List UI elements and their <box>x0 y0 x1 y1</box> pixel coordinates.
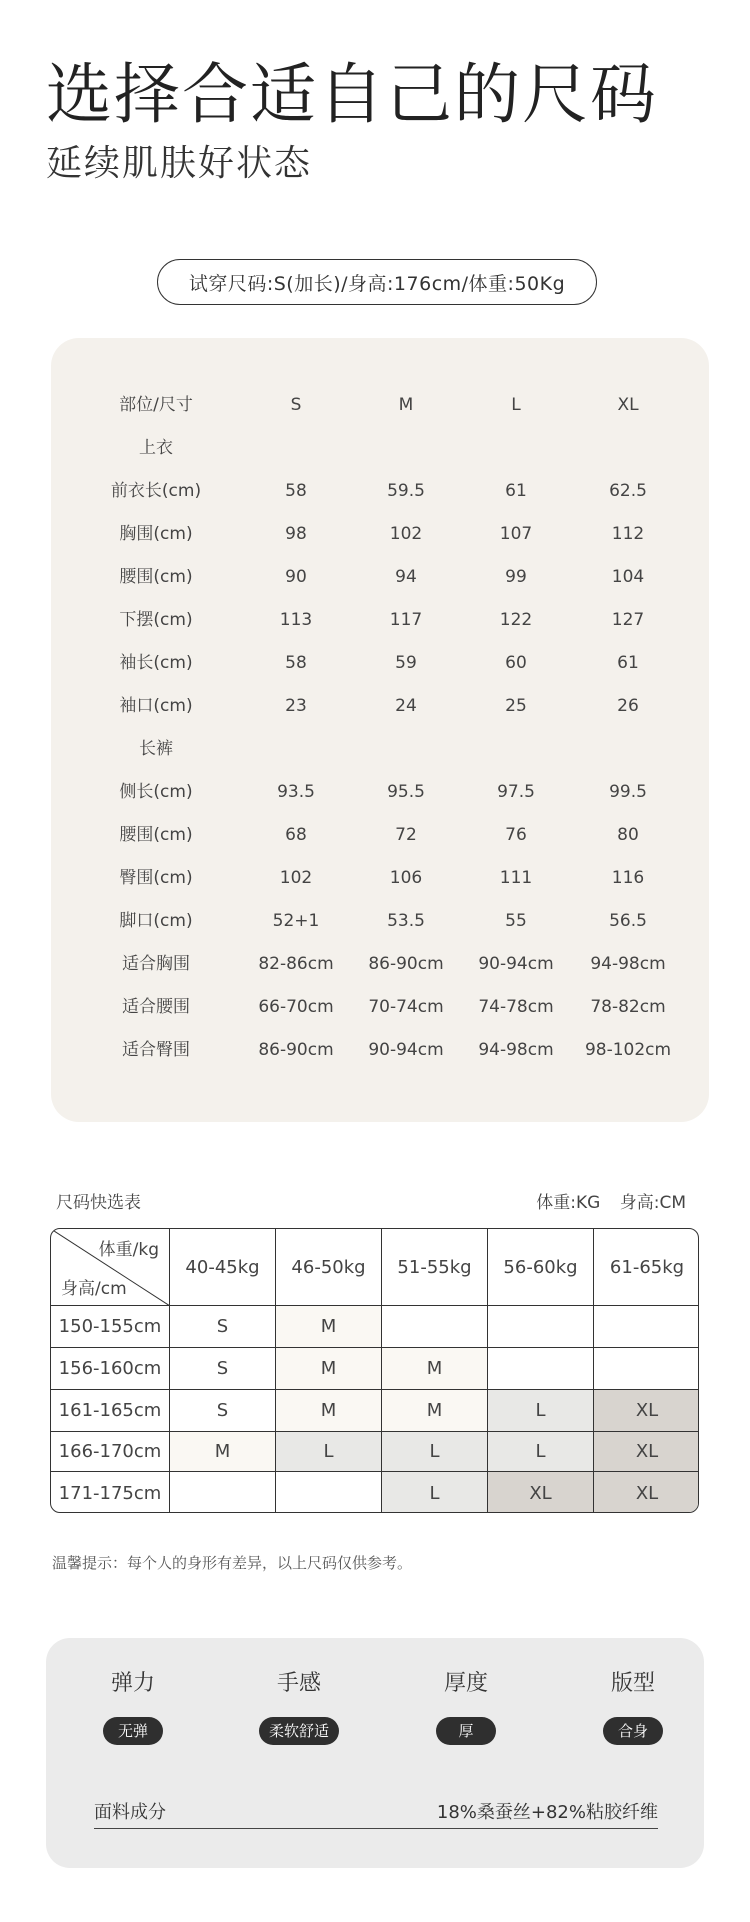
size-chart-value: M <box>398 395 414 415</box>
model-info-pill: 试穿尺码:S(加长)/身高:176cm/体重:50Kg <box>157 259 597 305</box>
page-subtitle: 延续肌肤好状态 <box>46 143 313 184</box>
size-cell: L <box>382 1472 488 1513</box>
size-chart-row <box>51 427 709 470</box>
height-label: 166-170cm <box>51 1432 170 1472</box>
fit-tip: 温馨提示：每个人的身形有差异，以上尺码仅供参考。 <box>52 1554 413 1572</box>
size-chart-value: 90-94cm <box>368 1040 444 1060</box>
attribute-label: 弹力 <box>110 1671 155 1696</box>
size-chart-value: 53.5 <box>387 911 425 931</box>
size-chart-row <box>51 814 709 857</box>
size-cell <box>170 1472 276 1513</box>
size-chart-value: 97.5 <box>497 782 535 802</box>
size-cell <box>382 1306 488 1348</box>
size-chart-header <box>51 384 709 427</box>
size-chart-value: 66-70cm <box>258 997 334 1017</box>
size-chart-row <box>51 642 709 685</box>
size-chart-label: 腰围(cm) <box>119 567 193 587</box>
size-chart-label: 胸围(cm) <box>119 524 193 544</box>
height-label: 171-175cm <box>51 1472 170 1513</box>
size-chart-value: 59 <box>395 653 417 673</box>
size-chart-value: 127 <box>611 610 645 630</box>
size-chart-label: 适合臀围 <box>122 1040 190 1060</box>
fabric-card <box>46 1638 704 1868</box>
size-chart-value: 61 <box>505 481 527 501</box>
size-chart-row <box>51 513 709 556</box>
unit-height: 身高:CM <box>619 1193 686 1213</box>
attribute-value-badge: 合身 <box>603 1717 663 1745</box>
size-chart-value: 94-98cm <box>478 1040 554 1060</box>
size-chart-label: 适合胸围 <box>122 954 190 974</box>
size-chart-label: 适合腰围 <box>122 997 190 1017</box>
size-chart-value: 99.5 <box>609 782 647 802</box>
size-chart-row <box>51 728 709 771</box>
size-chart-value: 72 <box>395 825 417 845</box>
size-cell: XL <box>488 1472 594 1513</box>
size-chart-value <box>241 728 351 771</box>
size-cell: XL <box>594 1390 699 1432</box>
attribute-value-badge: 厚 <box>436 1717 496 1745</box>
size-cell <box>594 1348 699 1390</box>
size-chart-value <box>351 427 461 470</box>
size-chart-row <box>51 857 709 900</box>
size-chart-label: 袖口(cm) <box>119 696 193 716</box>
size-chart-row <box>51 556 709 599</box>
size-chart-value <box>573 728 683 771</box>
attribute-label: 手感 <box>276 1671 321 1696</box>
size-chart-value: L <box>511 395 521 415</box>
size-chart-value: 76 <box>505 825 527 845</box>
size-chart-value: 61 <box>617 653 639 673</box>
size-chart-value: XL <box>617 395 639 415</box>
size-cell: L <box>276 1432 382 1472</box>
size-chart-value: 107 <box>499 524 533 544</box>
size-chart-value: 112 <box>611 524 645 544</box>
size-chart-value: 62.5 <box>609 481 647 501</box>
size-chart-row <box>51 470 709 513</box>
fabric-attribute <box>396 1666 536 1745</box>
size-cell: XL <box>594 1432 699 1472</box>
height-label: 161-165cm <box>51 1390 170 1432</box>
size-chart-row <box>51 599 709 642</box>
size-chart-value: 117 <box>389 610 423 630</box>
size-cell: M <box>170 1432 276 1472</box>
size-chart-value: 70-74cm <box>368 997 444 1017</box>
size-chart-value: 60 <box>505 653 527 673</box>
size-chart-value <box>461 728 571 771</box>
size-cell <box>488 1306 594 1348</box>
size-chart-value: 122 <box>499 610 533 630</box>
unit-weight: 体重:KG <box>536 1193 601 1213</box>
size-cell: S <box>170 1390 276 1432</box>
quick-table-corner <box>51 1229 170 1306</box>
size-cell: M <box>276 1306 382 1348</box>
size-chart-row <box>51 685 709 728</box>
height-label: 156-160cm <box>51 1348 170 1390</box>
page-title: 选择合适自己的尺码 <box>46 56 658 133</box>
size-chart-value: 90 <box>285 567 307 587</box>
size-cell: L <box>382 1432 488 1472</box>
size-chart-value: 25 <box>505 696 527 716</box>
size-chart-value: 113 <box>279 610 313 630</box>
quick-table-units <box>522 1188 686 1213</box>
size-chart-card <box>51 338 709 1122</box>
size-chart-label: 侧长(cm) <box>119 782 193 802</box>
attribute-value-badge: 柔软舒适 <box>259 1717 339 1745</box>
size-chart-value: 93.5 <box>277 782 315 802</box>
size-chart-value: 68 <box>285 825 307 845</box>
size-chart-value: 98-102cm <box>584 1040 672 1060</box>
size-cell: L <box>488 1390 594 1432</box>
size-chart-label: 臀围(cm) <box>119 868 193 888</box>
corner-height-label: 身高/cm <box>61 1279 127 1299</box>
size-chart-value: 80 <box>617 825 639 845</box>
size-cell: M <box>276 1390 382 1432</box>
size-chart-value: 95.5 <box>387 782 425 802</box>
fabric-attribute <box>563 1666 703 1745</box>
size-chart-value: 98 <box>285 524 307 544</box>
height-label: 150-155cm <box>51 1306 170 1348</box>
size-chart-row <box>51 1029 709 1072</box>
weight-header: 51-55kg <box>382 1229 488 1306</box>
weight-header: 40-45kg <box>170 1229 276 1306</box>
size-chart-value: 58 <box>285 481 307 501</box>
size-cell: S <box>170 1348 276 1390</box>
size-chart-value: S <box>290 395 302 415</box>
attribute-value-badge: 无弹 <box>103 1717 163 1745</box>
size-chart-value: 106 <box>389 868 423 888</box>
size-chart-label: 长裤 <box>139 739 173 759</box>
composition-label: 面料成分 <box>94 1802 166 1823</box>
size-chart-value: 52+1 <box>272 911 320 931</box>
size-chart-value <box>461 427 571 470</box>
size-chart-label: 脚口(cm) <box>119 911 193 931</box>
size-chart-value: 26 <box>617 696 639 716</box>
size-chart-value: 111 <box>499 868 533 888</box>
size-chart-value: 82-86cm <box>258 954 334 974</box>
size-chart-value: 24 <box>395 696 417 716</box>
size-chart-value: 86-90cm <box>368 954 444 974</box>
size-cell: M <box>382 1348 488 1390</box>
size-cell <box>276 1472 382 1513</box>
size-chart-value: 99 <box>505 567 527 587</box>
size-chart-value: 56.5 <box>609 911 647 931</box>
size-cell: S <box>170 1306 276 1348</box>
fabric-attribute <box>229 1666 369 1745</box>
size-chart-label: 前衣长(cm) <box>110 481 202 501</box>
size-chart-row <box>51 943 709 986</box>
size-chart-value: 58 <box>285 653 307 673</box>
attribute-label: 厚度 <box>443 1671 488 1696</box>
weight-header: 61-65kg <box>594 1229 699 1306</box>
size-chart-value: 94 <box>395 567 417 587</box>
size-chart-value: 23 <box>285 696 307 716</box>
size-chart-value <box>351 728 461 771</box>
composition-divider <box>94 1828 658 1829</box>
size-chart-value: 74-78cm <box>478 997 554 1017</box>
size-chart-label: 腰围(cm) <box>119 825 193 845</box>
composition-value: 18%桑蚕丝+82%粘胶纤维 <box>436 1802 658 1823</box>
corner-weight-label: 体重/kg <box>98 1240 159 1260</box>
size-chart-value <box>241 427 351 470</box>
size-chart-label: 下摆(cm) <box>119 610 193 630</box>
size-chart-value: 102 <box>279 868 313 888</box>
size-chart-value: 59.5 <box>387 481 425 501</box>
size-chart-label: 部位/尺寸 <box>119 395 193 415</box>
attribute-label: 版型 <box>610 1671 655 1696</box>
size-cell: M <box>382 1390 488 1432</box>
size-chart-label: 袖长(cm) <box>119 653 193 673</box>
quick-table-title: 尺码快选表 <box>56 1193 141 1213</box>
size-chart-label: 上衣 <box>139 438 173 458</box>
size-cell: L <box>488 1432 594 1472</box>
weight-header: 46-50kg <box>276 1229 382 1306</box>
fabric-attribute <box>63 1666 203 1745</box>
size-chart-value: 86-90cm <box>258 1040 334 1060</box>
size-cell <box>488 1348 594 1390</box>
size-chart-row <box>51 986 709 1029</box>
size-chart-value: 102 <box>389 524 423 544</box>
weight-header: 56-60kg <box>488 1229 594 1306</box>
size-cell <box>594 1306 699 1348</box>
size-chart-value: 90-94cm <box>478 954 554 974</box>
size-chart-row <box>51 771 709 814</box>
size-chart-value: 116 <box>611 868 645 888</box>
size-chart-value: 78-82cm <box>590 997 666 1017</box>
size-cell: XL <box>594 1472 699 1513</box>
size-chart-value: 55 <box>505 911 527 931</box>
size-chart-value: 104 <box>611 567 645 587</box>
size-chart-value <box>573 427 683 470</box>
size-quick-table <box>50 1228 699 1513</box>
size-cell: M <box>276 1348 382 1390</box>
size-chart-row <box>51 900 709 943</box>
size-chart-value: 94-98cm <box>590 954 666 974</box>
